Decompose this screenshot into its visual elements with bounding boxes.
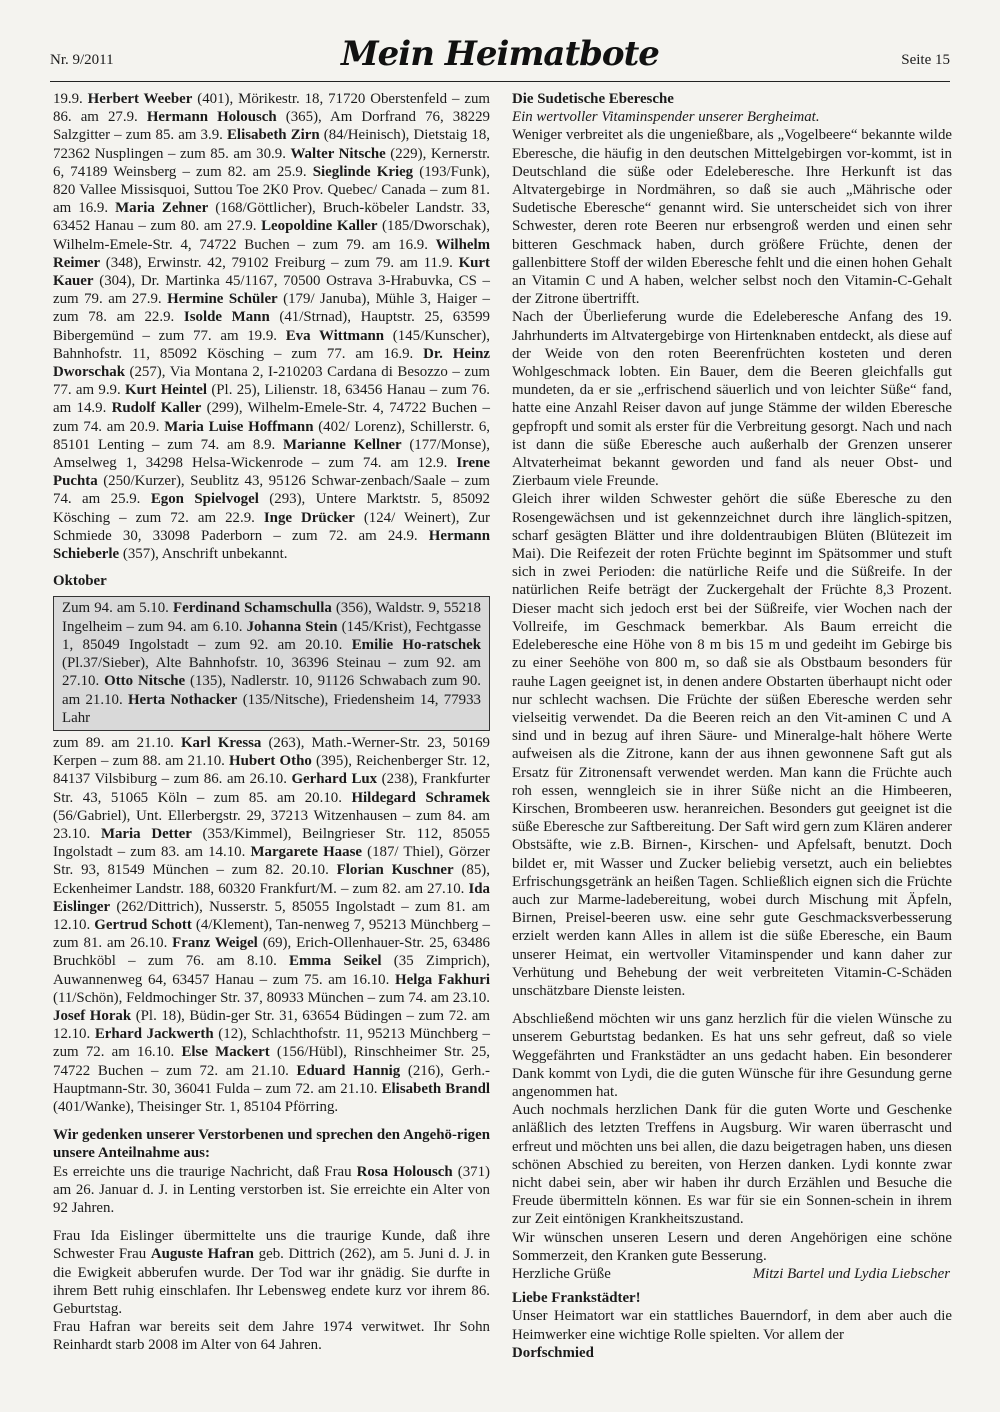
entry-text: (357), Anschrift unbekannt.	[119, 546, 288, 563]
person-name: Eva Wittmann	[285, 327, 385, 344]
entry-text: (4/Klement), Tan-nenweg 7, 95213 Münchberg – zum 81. am 26.10.	[53, 916, 490, 952]
entry-text: (353/Kimmel), Beilngrieser Str. 112, 85055 Ingolstadt – zum 83. am 14.10.	[53, 825, 491, 861]
entry-text: (348), Erwinstr. 42, 79102 Freiburg – zum 79. am 11.9.	[100, 254, 459, 271]
entry-text: (135/Nitsche), Friedensheim 14, 77933 Lahr	[62, 691, 481, 726]
person-name: Leopoldine Kaller	[261, 218, 378, 235]
entry-text: (250/Kurzer), Seublitz 43, 95126 Schwar-zenbach/Saale – zum 74. am 25.9.	[53, 473, 490, 508]
person-name: Karl Kressa	[180, 734, 262, 751]
entry-text: (365), Am Dorfrand 76, 38229 Salzgitter – zum 85. am 3.9.	[53, 109, 490, 144]
highlight-box	[53, 596, 490, 730]
thanks-paragraph-2: Auch nochmals herzlichen Dank für die guten Worte und Geschenke anläßlich des letzten Treffens in Augsburg. Wir waren überrascht und erfreut und möchten uns bei allen, die dazu beigetragen haben, uns diesen schönen Abschied zu bereiten, von Herzen danken. Lydi konnte zwar nicht dabei sein, aber wir haben ihr durch Erzählen und Besuche die Freude übermitteln können. Es war für sie ein Sonnen-schein in ihrem zur Zeit eintönigen Krankheitszustand.	[512, 1102, 952, 1228]
letter-subheading: Dorfschmied	[512, 1344, 594, 1361]
entry-text: (216), Gerh.-Hauptmann-Str. 30, 36041 Fulda – zum 72. am 21.10.	[53, 1062, 491, 1097]
greeting: Herzliche Grüße	[512, 1266, 611, 1282]
entry-text: (262/Dittrich), Nusserstr. 5, 85055 Ingolstadt – zum 81. am 12.10.	[53, 898, 490, 933]
article-paragraph-2: Nach der Überlieferung wurde die Edeleberesche Anfang des 19. Jahrhunderts im Altvatergebirge von Hirtenknaben entdeckt, als diese auf der Weide von den roten Beerenfrüchten kosteten und deren Wohlgeschmack lobten. Ein Bauer, dem die Beeren gleichfalls gut mundeten, da er sie „erfrischend säuerlich und von leichter Süße“ fand, hatte eine Anzahl Reiser davon auf junge Stämme der wilden Eberesche gepfropft und somit als erster für die Verbreitung gesorgt. Nach und nach ist dann die süße Eberesche auch außerhalb der Grenzen unserer Altvaterheimat bekannt geworden und fand als neuer Obst- und Zierbaum viele Freunde.	[512, 309, 952, 490]
entry-text: (56/Gabriel), Unt. Ellerbergstr. 29, 37213 Witzenhausen – zum 84. am 23.10.	[53, 807, 490, 842]
person-name: Elisabeth Zirn	[227, 127, 320, 144]
entry-text: (11/Schön), Feldmochinger Str. 37, 80933 München – zum 74. am 23.10.	[53, 989, 490, 1006]
person-name: Maria Luise Hoffmann	[164, 418, 314, 435]
person-name: Ferdinand Schamschulla	[172, 600, 332, 617]
header-rule	[50, 81, 950, 82]
right-column	[512, 90, 952, 1362]
entry-text: (69), Erich-Ollenhauer-Str. 25, 63486 Bruchköbl – zum 76. am 8.10.	[53, 935, 490, 970]
entry-text: (84/Heinisch), Dietstaig 18, 72362 Nusplingen – zum 85. am 30.9.	[53, 127, 490, 162]
page-number: Seite 15	[901, 52, 950, 68]
person-name: Hermann Schieberle	[53, 527, 490, 563]
entry-text: (356), Waldstr. 9, 55218 Ingelheim – zum 94. am 6.10.	[62, 600, 481, 635]
masthead-logo: Mein Heimatbote	[341, 34, 659, 74]
person-name: Helga Fakhuri	[395, 971, 491, 988]
person-name: Rudolf Kaller	[111, 400, 202, 417]
signature-line	[512, 1265, 952, 1283]
entry-text: 19.9.	[53, 91, 88, 107]
entry-text: Frau Ida Eislinger übermittelte uns die traurige Kunde, daß ihre Schwester Frau	[53, 1228, 490, 1263]
entry-text: (177/Monse), Amselweg 1, 34298 Helsa-Wickenrode – zum 74. am 12.9.	[53, 436, 490, 472]
person-name: Hubert Otho	[229, 753, 312, 770]
person-name: Maria Zehner	[115, 200, 209, 217]
entry-text: (156/Hübl), Rinschheimer Str. 25, 74722 Buchen – zum 72. am 21.10.	[53, 1044, 491, 1079]
article-paragraph-3: Gleich ihrer wilden Schwester gehört die süße Eberesche zu den Rosengewächsen und ist gekennzeichnet durch ihre länglich-spitzen, scharf gesägten Blätter und ihre doldentraubigen Blüten (Blütezeit im Mai). Die Reifezeit der roten Früchte beginnt im Spätsommer und stuft sich in zwei Perioden: die natürliche Reife und die Süßreife. In der natürlichen Reife beträgt der Zuckergehalt der Früchte 8,3 Prozent. Dieser macht sich jedoch erst bei der Süßreife, vier Wochen nach der Vollreife, im Geschmack bemerkbar. Als Baum erreicht die Edeleberesche eine Höhe von 8 m bis 15 m und gedeiht im Gebirge bis zu einer Seehöhe von 800 m, so daß sie als Obstbaum besonders für rauhe Lagen geeignet ist, in denen andere Obstarten überhaupt nicht oder nur schlecht wachsen. Die Früchte der süßen Eberesche werden sehr vielseitig verwendet. Da die Beeren reich an den Vit-aminen C und A sind und in bezug auf ihren Säure- und Mineralge-halt höhere Werte aufweisen als die Zitrone, kann der aus ihnen gewonnene Saft gut als Ersatz für Zitronensaft verwendet werden. Man kann die Früchte auch roh essen, wenngleich sie in ihrer Süße nicht an die Himbeeren, Kirschen, Brombeeren usw. heranreichen. Besonders gut geeignet ist die süße Eberesche zur Saftbereitung. Der Saft wird gern zum Klären anderer Obstsäfte, wie z.B. Birnen-, Kirschen- und Apfelsaft, benutzt. Doch bildet er, mit Wasser und Zucker beliebig versetzt, auch ein beliebtes Erfrischungsgetränk an heißen Tagen. Schließlich eignen sich die Früchte auch zur Marme-ladebereitung, wobei durch Mischung mit Äpfeln, Birnen, Preisel-beeren usw. eine sehr gute Geschmacksverbesserung erzielt werden kann Alles in allem ist die süße Eberesche, ein Baum unserer Heimat, ein wertvoller Vitaminspender und kann daher zur Verhütung und Behebung der weit verbreiteten Vitamin-C-Schäden unschätzbare Dienste leisten.	[512, 491, 952, 999]
person-name: Sieglinde Krieg	[312, 163, 414, 180]
thanks-paragraph-3: Wir wünschen unseren Lesern und deren Angehörigen eine schöne Sommerzeit, den Kranken gute Besserung.	[512, 1229, 952, 1264]
entry-text: (263), Math.-Werner-Str. 23, 50169 Kerpen – zum 88. am 21.10.	[53, 734, 490, 770]
person-name: Hermine Schüler	[167, 291, 278, 308]
person-name: Josef Horak	[53, 1007, 132, 1024]
person-name: Elisabeth Brandl	[381, 1080, 490, 1097]
entry-text: (187/ Thiel), Görzer Str. 93, 81549 München – zum 82. 20.10.	[53, 844, 490, 879]
entry-text: (257), Via Montana 2, I-210203 Cardana di Besozzo – zum 77. am 9.9.	[53, 364, 490, 399]
entry-text: (401/Wanke), Theisinger Str. 1, 85104 Pförring.	[53, 1098, 339, 1115]
person-name: Egon Spielvogel	[150, 491, 259, 508]
memorial-text-1	[53, 1163, 490, 1218]
entry-text: (85), Eckenheimer Landstr. 188, 60320 Frankfurt/M. – zum 82. am 27.10.	[53, 862, 490, 897]
person-name: Franz Weigel	[172, 935, 258, 952]
person-name: Emilie Ho-ratschek	[351, 636, 481, 653]
person-name: Erhard Jackwerth	[94, 1026, 214, 1043]
person-name: Herta Nothacker	[127, 691, 238, 708]
person-name: Hermann Holousch	[146, 109, 277, 126]
person-name: Maria Detter	[100, 825, 192, 842]
entry-text: (238), Frankfurter Str. 43, 51065 Köln – zum 85. am 20.10.	[53, 771, 490, 806]
person-name: Eduard Hannig	[296, 1062, 401, 1079]
entry-text: (193/Funk), 820 Vallee Missisquoi, Suttou Toe 2K0 Prov. Quebec/ Canada – zum 81. am 16.9.	[53, 163, 490, 217]
person-name: Walter Nitsche	[290, 145, 386, 162]
entry-text: (371) am 26. Januar d. J. in Lenting verstorben ist. Sie erreichte ein Alter von 92 Jahren.	[53, 1163, 490, 1216]
entry-text: (Pl. 18), Büdin-ger Str. 31, 63654 Büdingen – zum 72. am 12.10.	[53, 1007, 490, 1043]
person-name: Gertrud Schott	[94, 916, 192, 933]
entry-text: (185/Dworschak), Wilhelm-Emele-Str. 4, 74722 Buchen – zum 79. am 16.9.	[53, 218, 490, 253]
entry-text: (135), Nadlerstr. 10, 91126 Schwabach zum 90. am 21.10.	[62, 673, 481, 708]
person-name: Kurt Kauer	[53, 254, 490, 290]
entry-text: (145/Krist), Fechtgasse 1, 85049 Ingolstadt – zum 92. am 20.10.	[62, 618, 481, 653]
entry-text: geb. Dittrich (262), am 5. Juni d. J. in die Ewigkeit abberufen wurde. Der Tod war ihr gnädig. Sie durfte in ihrem Bett ruhig einschlafen. Ihr Lebensweg endete kurz vor ihrem 86. Geburtstag.	[53, 1246, 490, 1317]
person-name: Ida Eislinger	[53, 880, 490, 915]
entry-text: (Pl.37/Sieber), Alte Bahnhofstr. 10, 36396 Steinau – zum 92. am 27.10.	[62, 655, 481, 690]
person-name: Gerhard Lux	[291, 771, 378, 788]
entry-text: Es erreichte uns die traurige Nachricht, daß Frau	[53, 1163, 357, 1180]
entry-text: zum 89. am 21.10.	[53, 734, 181, 751]
article-subtitle: Ein wertvoller Vitaminspender unserer Bergheimat.	[512, 109, 820, 126]
entry-text: (299), Wilhelm-Emele-Str. 4, 74722 Buchen – zum 74. am 20.9.	[53, 400, 490, 435]
entry-text: (293), Untere Marktstr. 5, 85092 Kösching – zum 72. am 22.9.	[53, 491, 490, 526]
person-name: Irene Puchta	[53, 455, 490, 490]
person-name: Auguste Hafran	[150, 1246, 254, 1263]
memorial-heading: Wir gedenken unserer Verstorbenen und sprechen den Angehö-rigen unsere Anteilnahme aus:	[53, 1127, 490, 1162]
letter-text: Unser Heimatort war ein stattliches Bauerndorf, in dem aber auch die Heimwerker eine wichtige Rolle spielten. Vor allem der	[512, 1308, 952, 1343]
article-title: Die Sudetische Eberesche	[512, 91, 674, 107]
entry-text: (35 Zimprich), Auwannenweg 64, 63457 Hanau – zum 75. am 16.10.	[53, 953, 490, 988]
person-name: Dr. Heinz Dworschak	[53, 345, 490, 381]
person-name: Inge Drücker	[263, 509, 355, 526]
left-column	[53, 90, 490, 1355]
issue-number: Nr. 9/2011	[50, 52, 114, 68]
person-name: Marianne Kellner	[283, 436, 402, 453]
person-name: Else Mackert	[181, 1044, 270, 1061]
article-paragraph-1: Weniger verbreitet als die ungenießbare, als „Vogelbeere“ bekannte wilde Eberesche, die häufig in den deutschen Mittelgebirgen vor-kommt, ist in Deutschland die süße oder Edeleberesche. Ihre Herkunft ist das Altvatergebirge in Nordmähren, so daß sie auch „Mährische oder Sudetische Eberesche“ genannt wird. Sie unterscheidet sich von ihrer Schwester, deren rote Beeren nur erbsengroß werden und einen sehr bitteren Geschmack haben, durch größere Früchte, denen der gallenbittere Stoff der wilden Eberesche fehlt und die einen hohen Gehalt an Vitamin C und A haben, welcher selbst noch den Vitamin-C-Gehalt der Zitrone übertrifft.	[512, 127, 952, 308]
person-name: Margarete Haase	[250, 844, 362, 861]
person-name: Hildegard Schramek	[351, 789, 490, 806]
entry-text: (402/ Lorenz), Schillerstr. 6, 85101 Lenting – zum 74. am 8.9.	[53, 418, 490, 453]
letter-heading: Liebe Frankstädter!	[512, 1290, 641, 1307]
memorial-text-3: Frau Hafran war bereits seit dem Jahre 1974 verwitwet. Ihr Sohn Reinhardt starb 2008 im Alter von 64 Jahren.	[53, 1319, 490, 1354]
entry-text: Zum 94. am 5.10.	[62, 600, 173, 617]
memorial-text-2	[53, 1227, 490, 1318]
september-birthdays	[53, 90, 490, 563]
person-name: Wilhelm Reimer	[53, 236, 490, 271]
entry-text: (401), Mörikestr. 18, 71720 Oberstenfeld – zum 86. am 27.9.	[53, 91, 490, 126]
person-name: Rosa Holousch	[356, 1163, 453, 1180]
person-name: Emma Seikel	[289, 953, 382, 970]
entry-text: (12), Schlachthofstr. 11, 95213 Münchberg – zum 72. am 16.10.	[53, 1026, 491, 1061]
person-name: Johanna Stein	[246, 618, 338, 635]
thanks-paragraph-1: Abschließend möchten wir uns ganz herzlich für die vielen Wünsche zu unserem Geburtstag bedanken. Es hat uns sehr gefreut, daß so viele Weggefährten und Frankstädter an uns gedacht haben. Ein besonderer Dank kommt von Lydi, die die guten Wünsche für ihre Gesundung gerne angenommen hat.	[512, 1011, 952, 1100]
entry-text: (Pl. 25), Lilienstr. 18, 63456 Hanau – zum 76. am 14.9.	[53, 382, 490, 417]
october-birthdays	[53, 734, 490, 1116]
entry-text: (168/Göttlicher), Bruch-köbeler Landstr. 33, 63452 Hanau – zum 80. am 27.9.	[53, 200, 490, 235]
entry-text: (395), Reichenberger Str. 12, 84137 Vilsbiburg – zum 86. am 26.10.	[53, 753, 490, 788]
entry-text: (229), Kernerstr. 6, 74189 Weinsberg – zum 82. am 25.9.	[53, 145, 490, 180]
person-name: Kurt Heintel	[125, 382, 208, 399]
signatories: Mitzi Bartel und Lydia Liebscher	[752, 1266, 950, 1282]
person-name: Florian Kuschner	[336, 862, 454, 879]
entry-text: (304), Dr. Martinka 45/1167, 70500 Ostrava 3-Hrabuvka, CS – zum 79. am 27.9.	[53, 273, 490, 308]
person-name: Herbert Weeber	[87, 91, 193, 107]
person-name: Otto Nitsche	[104, 673, 186, 690]
person-name: Isolde Mann	[183, 309, 270, 326]
entry-text: (145/Kunscher), Bahnhofstr. 11, 85092 Kösching – zum 77. am 16.9.	[53, 327, 490, 362]
entry-text: (124/ Weinert), Zur Schmiede 30, 33098 Paderborn – zum 72. am 24.9.	[53, 509, 490, 544]
october-top-birthdays	[62, 599, 481, 726]
entry-text: (41/Strnad), Hauptstr. 25, 63599 Bibergemünd – zum 77. am 19.9.	[53, 309, 490, 344]
month-heading-october: Oktober	[53, 573, 107, 590]
entry-text: (179/ Januba), Mühle 3, Haiger – zum 78. am 22.9.	[53, 291, 490, 326]
